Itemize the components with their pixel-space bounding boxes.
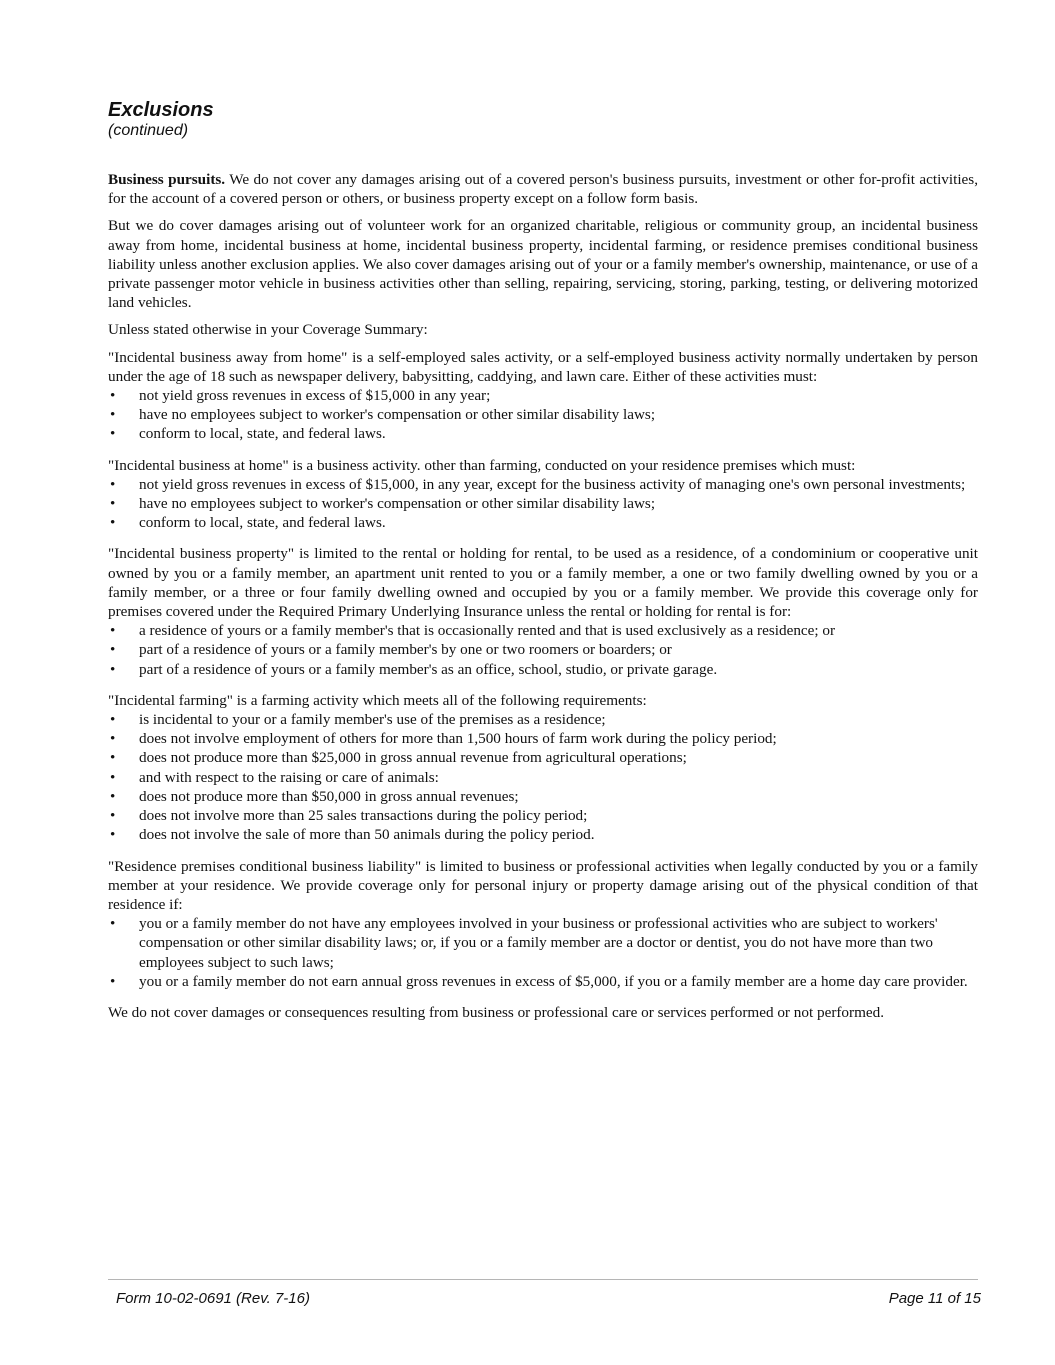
bullet-icon: • xyxy=(110,915,116,933)
bullet-icon: • xyxy=(110,787,116,805)
at-home-list xyxy=(108,475,978,533)
at-home-intro: "Incidental business at home" is a business activity. other than farming, conducted on your residence premises which must: xyxy=(108,456,856,474)
bullet-icon: • xyxy=(110,730,116,748)
bullet-icon: • xyxy=(110,495,116,513)
bullet-icon: • xyxy=(110,514,116,532)
bullet-icon: • xyxy=(110,406,116,424)
list-item xyxy=(108,621,978,640)
business-property-intro: "Incidental business property" is limited to the rental or holding for rental, to be used as a residence, of a condominium or cooperative unit owned by you or a family member, an apartment unit rented to you or a family member, a one or two family dwelling owned by you or a family member, or a three or four family dwelling owned and occupied by you or a family member. We provide this coverage only for premises covered under the Required Primary Underlying Insurance unless the rental or holding for rental is for: xyxy=(108,545,978,621)
section-heading xyxy=(108,98,214,140)
list-item xyxy=(108,475,978,494)
list-item xyxy=(108,806,978,825)
residence-premises-intro: "Residence premises conditional business liability" is limited to business or professional activities when legally conducted by you or a family member at your residence. We provide coverage only for personal injury or property damage arising out of the physical condition of that residence if: xyxy=(108,857,978,913)
list-item xyxy=(108,660,978,679)
list-item xyxy=(108,710,978,729)
list-item xyxy=(108,424,978,443)
farming-intro: "Incidental farming" is a farming activity which meets all of the following requirements: xyxy=(108,691,647,709)
bullet-icon: • xyxy=(110,387,116,405)
list-item xyxy=(108,914,978,972)
list-item xyxy=(108,825,978,844)
list-item-text: does not involve the sale of more than 50 animals during the policy period. xyxy=(139,826,595,844)
closing-paragraph: We do not cover damages or consequences resulting from business or professional care or services performed or not performed. xyxy=(108,1003,885,1021)
list-item-text: does not produce more than $50,000 in gross annual revenues; xyxy=(139,787,519,805)
list-item-text: and with respect to the raising or care of animals: xyxy=(139,768,439,786)
away-from-home-list xyxy=(108,386,978,444)
list-item-text: not yield gross revenues in excess of $15,000 in any year; xyxy=(139,387,491,405)
business-property-list xyxy=(108,621,978,679)
form-number: Form 10-02-0691 (Rev. 7-16) xyxy=(116,1290,310,1307)
bullet-icon: • xyxy=(110,425,116,443)
list-item xyxy=(108,768,978,787)
bullet-icon: • xyxy=(110,641,116,659)
list-item-text: is incidental to your or a family member's use of the premises as a residence; xyxy=(139,711,606,729)
list-item xyxy=(108,386,978,405)
bullet-icon: • xyxy=(110,972,116,990)
unless-stated-paragraph: Unless stated otherwise in your Coverage Summary: xyxy=(108,321,428,339)
bullet-icon: • xyxy=(110,711,116,729)
bullet-icon: • xyxy=(110,660,116,678)
residence-premises-list xyxy=(108,914,978,991)
list-item-text: not yield gross revenues in excess of $15,000, in any year, except for the business activity of managing one's own personal investments; xyxy=(139,475,966,493)
farming-list xyxy=(108,710,978,844)
list-item-text: does not produce more than $25,000 in gross annual revenue from agricultural operations; xyxy=(139,749,687,767)
list-item-text: does not involve employment of others for more than 1,500 hours of farm work during the policy period; xyxy=(139,730,777,748)
section-title: Exclusions xyxy=(108,99,214,121)
section-subtitle: (continued) xyxy=(108,122,189,139)
list-item-text: a residence of yours or a family member's that is occasionally rented and that is used exclusively as a residence; or xyxy=(139,622,836,640)
list-item-text: you or a family member do not have any employees involved in your business or professional activities who are subject to workers' compensation or other similar disability laws; or, if you or a family member are a doctor or dentist, you do not have more than two employees subject to such laws; xyxy=(139,915,938,971)
business-pursuits-paragraph xyxy=(108,170,978,208)
page-number: Page 11 of 15 xyxy=(888,1290,981,1307)
footer-divider xyxy=(108,1279,978,1280)
list-item-text: part of a residence of yours or a family member's by one or two roomers or boarders; or xyxy=(139,641,672,659)
list-item-text: have no employees subject to worker's compensation or other similar disability laws; xyxy=(139,495,656,513)
volunteer-paragraph: But we do cover damages arising out of volunteer work for an organized charitable, religious or community group, an incidental business away from home, incidental business at home, incidental business property, incidental farming, or residence premises conditional business liability unless another exclusion applies. We also cover damages arising out of your or a family member's ownership, maintenance, or use of a private passenger motor vehicle in business activities other than selling, repairing, servicing, storing, parking, testing, or delivering motorized land vehicles. xyxy=(108,217,978,312)
away-from-home-intro: "Incidental business away from home" is a self-employed sales activity, or a self-employed business activity normally undertaken by person under the age of 18 such as newspaper delivery, babysitting, caddying, and lawn care. Either of these activities must: xyxy=(108,348,978,385)
list-item xyxy=(108,972,978,991)
bullet-icon: • xyxy=(110,826,116,844)
list-item xyxy=(108,405,978,424)
business-pursuits-lead: Business pursuits. xyxy=(108,171,226,188)
list-item-text: conform to local, state, and federal laws. xyxy=(139,514,386,532)
list-item xyxy=(108,748,978,767)
list-item-text: part of a residence of yours or a family member's as an office, school, studio, or private garage. xyxy=(139,660,718,678)
list-item-text: you or a family member do not earn annual gross revenues in excess of $5,000, if you or a family member are a home day care provider. xyxy=(139,972,968,990)
bullet-icon: • xyxy=(110,749,116,767)
list-item-text: does not involve more than 25 sales transactions during the policy period; xyxy=(139,807,588,825)
bullet-icon: • xyxy=(110,807,116,825)
list-item-text: have no employees subject to worker's compensation or other similar disability laws; xyxy=(139,406,656,424)
document-body xyxy=(108,170,978,1030)
list-item xyxy=(108,494,978,513)
bullet-icon: • xyxy=(110,475,116,493)
list-item xyxy=(108,729,978,748)
list-item xyxy=(108,513,978,532)
list-item-text: conform to local, state, and federal laws. xyxy=(139,425,386,443)
business-pursuits-text: We do not cover any damages arising out of a covered person's business pursuits, investment or other for-profit activities, for the account of a covered person or others, or business property except on a follow form basis. xyxy=(108,171,978,208)
list-item xyxy=(108,640,978,659)
bullet-icon: • xyxy=(110,622,116,640)
list-item xyxy=(108,787,978,806)
bullet-icon: • xyxy=(110,768,116,786)
